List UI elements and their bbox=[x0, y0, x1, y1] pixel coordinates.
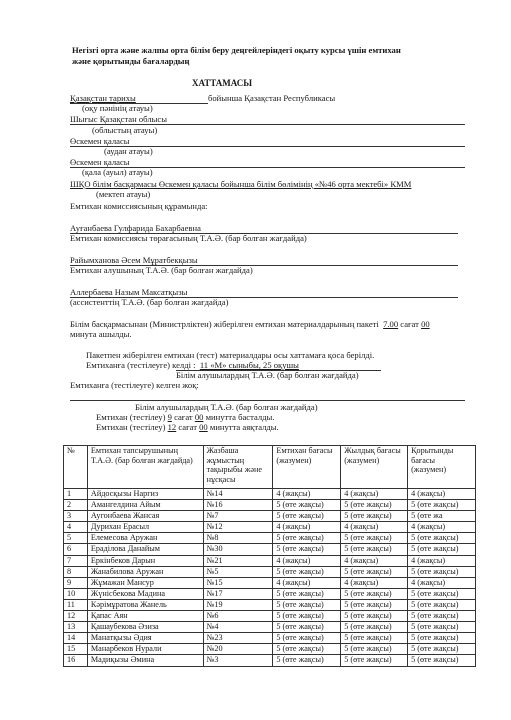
district-value: Өскемен қаласы bbox=[70, 136, 130, 146]
cell-written-topic: №17 bbox=[203, 588, 273, 599]
commission-label: Емтихан комиссиясының құрамында: bbox=[70, 201, 208, 211]
cell-annual-grade: 4 (жақсы) bbox=[341, 489, 408, 500]
cell-exam-grade: 4 (жақсы) bbox=[273, 522, 341, 533]
cell-annual-grade: 5 (өте жақсы) bbox=[341, 611, 408, 622]
cell-number: 9 bbox=[64, 577, 88, 588]
header-exam-grade: Емтихан бағасы (жазумен) bbox=[273, 446, 341, 489]
cell-student-name: Еркінбеков Дарын bbox=[87, 555, 203, 566]
table-row bbox=[64, 644, 476, 655]
cell-annual-grade: 5 (өте жақсы) bbox=[341, 511, 408, 522]
end-prefix: Емтихан (тестілеу) bbox=[96, 422, 166, 432]
table-row bbox=[64, 655, 476, 666]
table-row bbox=[64, 588, 476, 599]
end-hour: 12 bbox=[167, 422, 177, 432]
cell-annual-grade: 4 (жақсы) bbox=[341, 522, 408, 533]
cell-exam-grade: 4 (жақсы) bbox=[273, 555, 341, 566]
cell-annual-grade: 5 (өте жақсы) bbox=[341, 655, 408, 666]
chair-caption: Емтихан комиссиясы төрағасының Т.А.Ә. (бар болған жағдайда) bbox=[70, 233, 307, 243]
cell-final-grade: 5 (өте жақсы) bbox=[408, 599, 476, 610]
cell-final-grade: 5 (өте жақсы) bbox=[408, 611, 476, 622]
school-caption: (мектеп атауы) bbox=[96, 189, 151, 199]
district-caption: (аудан атауы) bbox=[104, 146, 153, 156]
cell-written-topic: №20 bbox=[203, 644, 273, 655]
cell-exam-grade: 5 (өте жақсы) bbox=[273, 622, 341, 633]
table-row bbox=[64, 611, 476, 622]
cell-number: 6 bbox=[64, 544, 88, 555]
cell-written-topic: №3 bbox=[203, 655, 273, 666]
doc-heading-line2: және қорытынды бағалардың bbox=[72, 56, 190, 66]
table-row bbox=[64, 599, 476, 610]
cell-final-grade: 5 (өте жақсы) bbox=[408, 655, 476, 666]
subject-suffix: бойынша Қазақстан Республикасы bbox=[208, 93, 336, 103]
assistant-name: Аллербаева Назым Максатқызы bbox=[70, 287, 188, 297]
cell-student-name: Кәрімұратова Жанель bbox=[87, 599, 203, 610]
cell-exam-grade: 5 (өте жақсы) bbox=[273, 588, 341, 599]
cell-annual-grade: 5 (өте жақсы) bbox=[341, 599, 408, 610]
cell-annual-grade: 5 (өте жақсы) bbox=[341, 544, 408, 555]
header-student-name: Емтихан тапсырушының Т.А.Ә. (бар болған жағдайда) bbox=[87, 446, 203, 489]
cell-final-grade: 5 (өте жақсы) bbox=[408, 633, 476, 644]
cell-student-name: Ераділова Данайым bbox=[87, 544, 203, 555]
region-caption: (облыстың атауы) bbox=[92, 125, 158, 135]
cell-number: 3 bbox=[64, 511, 88, 522]
table-row bbox=[64, 577, 476, 588]
cell-annual-grade: 4 (жақсы) bbox=[341, 577, 408, 588]
came-label: Емтиханға (тестілеуге) келді : bbox=[86, 360, 196, 370]
cell-final-grade: 5 (өте жақсы) bbox=[408, 644, 476, 655]
cell-written-topic: №8 bbox=[203, 533, 273, 544]
cell-written-topic: №23 bbox=[203, 633, 273, 644]
results-table bbox=[63, 445, 476, 667]
cell-written-topic: №7 bbox=[203, 511, 273, 522]
cell-student-name: Елемесова Аружан bbox=[87, 533, 203, 544]
cell-annual-grade: 4 (жақсы) bbox=[341, 555, 408, 566]
cell-final-grade: 5 (өте жақсы) bbox=[408, 622, 476, 633]
came-value: 11 «М» сыныбы, 25 оқушы bbox=[199, 360, 299, 370]
cell-student-name: Мадиқызы Әмина bbox=[87, 655, 203, 666]
cell-student-name: Дурихан Ерасыл bbox=[87, 522, 203, 533]
doc-heading-line1: Негізгі орта және жалпы орта білім беру деңгейлеріндегі оқыту курсы үшін емтихан bbox=[72, 45, 401, 55]
package-minutes: 00 bbox=[421, 319, 430, 329]
cell-number: 8 bbox=[64, 566, 88, 577]
cell-exam-grade: 5 (өте жақсы) bbox=[273, 599, 341, 610]
cell-number: 2 bbox=[64, 500, 88, 511]
city-value: Өскемен қаласы bbox=[70, 157, 130, 167]
end-mid: сағат bbox=[178, 422, 197, 432]
cell-number: 5 bbox=[64, 533, 88, 544]
cell-exam-grade: 5 (өте жақсы) bbox=[273, 644, 341, 655]
header-annual-grade: Жылдық бағасы (жазумен) bbox=[341, 446, 408, 489]
cell-number: 14 bbox=[64, 633, 88, 644]
cell-student-name: Манатқызы Әдия bbox=[87, 633, 203, 644]
package-text: Білім басқармасынан (Министрліктен) жіберілген емтихан материалдарының пакеті bbox=[70, 319, 379, 329]
cell-student-name: Амангелдина Айым bbox=[87, 500, 203, 511]
cell-number: 1 bbox=[64, 489, 88, 500]
cell-number: 7 bbox=[64, 555, 88, 566]
cell-annual-grade: 5 (өте жақсы) bbox=[341, 566, 408, 577]
cell-written-topic: №12 bbox=[203, 522, 273, 533]
cell-student-name: Қашаубекова Әзиза bbox=[87, 622, 203, 633]
start-min: 00 bbox=[194, 412, 204, 422]
table-row bbox=[64, 511, 476, 522]
came-caption: Білім алушылардың Т.А.Ә. (бар болған жағдайда) bbox=[176, 370, 359, 380]
cell-number: 15 bbox=[64, 644, 88, 655]
cell-number: 13 bbox=[64, 622, 88, 633]
header-final-grade: Қорытынды бағасы (жазумен) bbox=[408, 446, 476, 489]
cell-annual-grade: 5 (өте жақсы) bbox=[341, 588, 408, 599]
came-line bbox=[86, 360, 299, 370]
examiner-caption: Емтихан алушының Т.А.Ә. (бар болған жағдайда) bbox=[70, 265, 253, 275]
cell-written-topic: №4 bbox=[203, 622, 273, 633]
cell-student-name: Жүнісбекова Мадина bbox=[87, 588, 203, 599]
cell-exam-grade: 5 (өте жақсы) bbox=[273, 511, 341, 522]
table-row bbox=[64, 566, 476, 577]
cell-final-grade: 5 (өте жақсы) bbox=[408, 566, 476, 577]
cell-final-grade: 4 (жақсы) bbox=[408, 522, 476, 533]
start-suffix: минутта басталды. bbox=[205, 412, 275, 422]
end-min: 00 bbox=[199, 422, 208, 432]
chair-name: Ауғанбаева Гулфарида Бахарбаевна bbox=[70, 223, 201, 233]
cell-written-topic: №15 bbox=[203, 577, 273, 588]
subject-caption: (оқу пәнінің атауы) bbox=[82, 103, 153, 113]
cell-student-name: Қапас Аян bbox=[87, 611, 203, 622]
absent-underline bbox=[70, 400, 465, 401]
absent-caption: Білім алушылардың Т.А.Ә. (бар болған жағдайда) bbox=[135, 402, 318, 412]
cell-student-name: Жанабилова Аружан bbox=[87, 566, 203, 577]
cell-exam-grade: 5 (өте жақсы) bbox=[273, 633, 341, 644]
start-mid: сағат bbox=[174, 412, 193, 422]
city-caption: (қала (ауыл) атауы) bbox=[82, 167, 153, 177]
package-hours-unit: сағат bbox=[400, 319, 419, 329]
cell-student-name: Аугонбаева Жансая bbox=[87, 511, 203, 522]
cell-student-name: Жұмажан Мансур bbox=[87, 577, 203, 588]
table-row bbox=[64, 555, 476, 566]
cell-number: 12 bbox=[64, 611, 88, 622]
examiner-name: Райымханова Әсем Мұратбекқызы bbox=[70, 255, 198, 265]
cell-exam-grade: 5 (өте жақсы) bbox=[273, 544, 341, 555]
cell-written-topic: №19 bbox=[203, 599, 273, 610]
cell-student-name: Манарбеков Нурали bbox=[87, 644, 203, 655]
table-row bbox=[64, 622, 476, 633]
cell-annual-grade: 5 (өте жақсы) bbox=[341, 622, 408, 633]
table-row bbox=[64, 633, 476, 644]
table-row bbox=[64, 544, 476, 555]
cell-number: 11 bbox=[64, 599, 88, 610]
header-written-topic: Жазбаша жұмыстың тақырыбы және нұсқасы bbox=[203, 446, 273, 489]
cell-exam-grade: 5 (өте жақсы) bbox=[273, 500, 341, 511]
cell-exam-grade: 5 (өте жақсы) bbox=[273, 611, 341, 622]
cell-written-topic: №5 bbox=[203, 566, 273, 577]
cell-final-grade: 5 (өте жақсы) bbox=[408, 544, 476, 555]
cell-exam-grade: 5 (өте жақсы) bbox=[273, 566, 341, 577]
table-row bbox=[64, 500, 476, 511]
cell-final-grade: 5 (өте жақсы) bbox=[408, 500, 476, 511]
cell-annual-grade: 5 (өте жақсы) bbox=[341, 633, 408, 644]
start-prefix: Емтихан (тестілеу) bbox=[96, 412, 166, 422]
cell-exam-grade: 4 (жақсы) bbox=[273, 577, 341, 588]
end-line bbox=[96, 422, 279, 432]
end-suffix: минутта аяқталды. bbox=[209, 422, 279, 432]
cell-final-grade: 5 (өте жақсы) bbox=[408, 533, 476, 544]
cell-exam-grade: 4 (жақсы) bbox=[273, 489, 341, 500]
cell-number: 16 bbox=[64, 655, 88, 666]
cell-written-topic: №21 bbox=[203, 555, 273, 566]
cell-written-topic: №30 bbox=[203, 544, 273, 555]
cell-exam-grade: 5 (өте жақсы) bbox=[273, 533, 341, 544]
cell-written-topic: №16 bbox=[203, 500, 273, 511]
cell-final-grade: 4 (жақсы) bbox=[408, 489, 476, 500]
header-number: № bbox=[64, 446, 88, 489]
cell-number: 10 bbox=[64, 588, 88, 599]
table-header-row bbox=[64, 446, 476, 489]
table-row bbox=[64, 489, 476, 500]
package-line bbox=[70, 319, 430, 329]
region-value: Шығыс Қазақстан облысы bbox=[70, 114, 167, 124]
package-hours: 7.00 bbox=[383, 319, 399, 329]
cell-final-grade: 5 (өте жақсы) bbox=[408, 588, 476, 599]
cell-written-topic: №6 bbox=[203, 611, 273, 622]
cell-exam-grade: 5 (өте жақсы) bbox=[273, 655, 341, 666]
start-hour: 9 bbox=[167, 412, 172, 422]
table-row bbox=[64, 522, 476, 533]
school-value: ШҚО білім басқармасы Өскемен қаласы бойынша білім бөлімінің «№46 орта мектебі» КММ bbox=[70, 179, 412, 189]
package-end: минута ашылды. bbox=[70, 329, 132, 339]
cell-annual-grade: 5 (өте жақсы) bbox=[341, 533, 408, 544]
cell-student-name: Айдосқызы Наргиз bbox=[87, 489, 203, 500]
attached-text: Пакетпен жіберілген емтихан (тест) материалдары осы хаттамаға қоса берілді. bbox=[86, 350, 375, 360]
cell-annual-grade: 5 (өте жақсы) bbox=[341, 644, 408, 655]
absent-label: Емтиханға (тестілеуге) келген жоқ: bbox=[70, 380, 199, 390]
cell-written-topic: №14 bbox=[203, 489, 273, 500]
cell-final-grade: 4 (жақсы) bbox=[408, 577, 476, 588]
start-line bbox=[96, 412, 274, 422]
table-row bbox=[64, 533, 476, 544]
doc-title: ХАТТАМАСЫ bbox=[192, 78, 253, 88]
subject-value: Қазақстан тарихы bbox=[70, 93, 136, 103]
cell-final-grade: 5 (өте жа bbox=[408, 511, 476, 522]
cell-annual-grade: 5 (өте жақсы) bbox=[341, 500, 408, 511]
cell-number: 4 bbox=[64, 522, 88, 533]
cell-final-grade: 4 (жақсы) bbox=[408, 555, 476, 566]
assistant-caption: (ассистенттің Т.А.Ә. (бар болған жағдайда) bbox=[70, 297, 229, 307]
